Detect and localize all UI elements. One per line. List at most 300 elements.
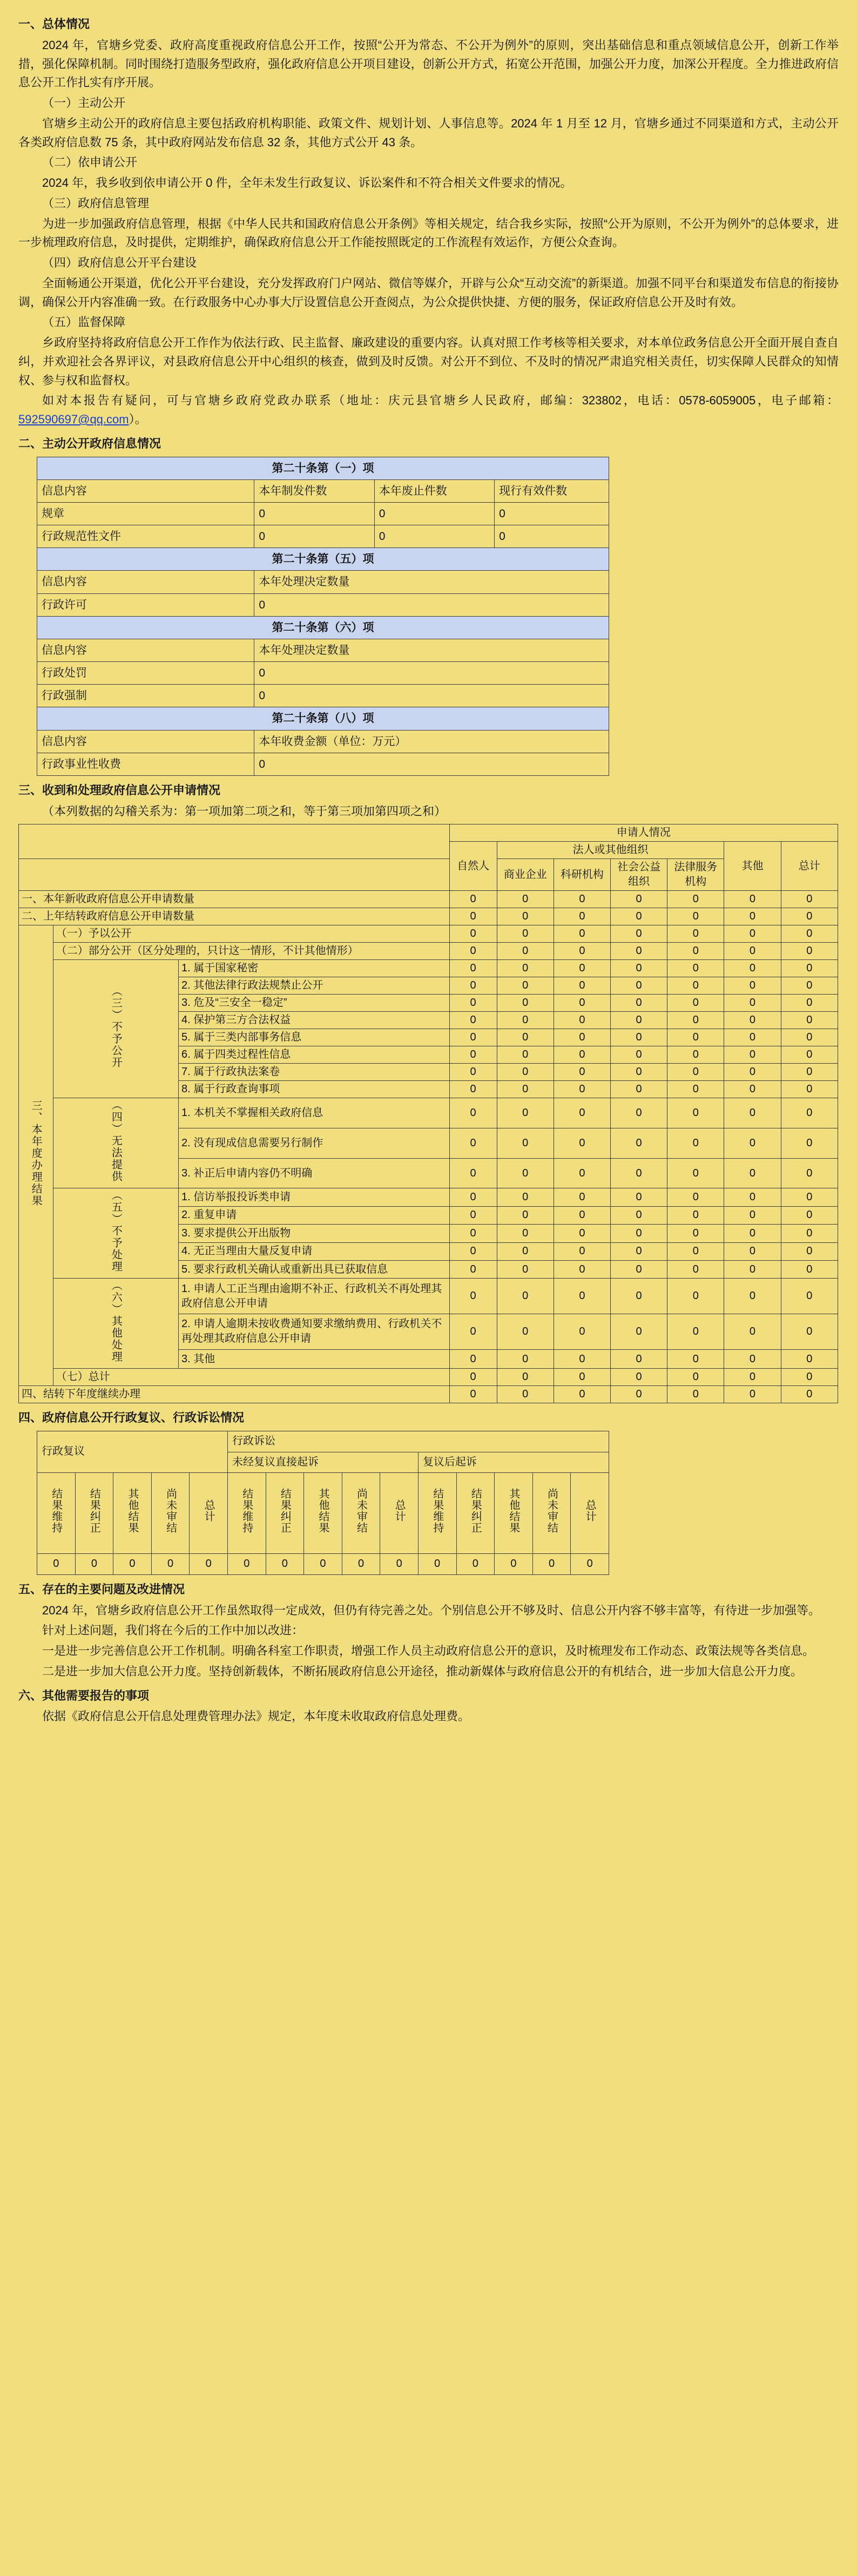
table-row [19,1279,838,1314]
cell-value: 0 [532,1554,571,1575]
row-label: 8. 属于行政查询事项 [179,1081,450,1098]
cell-value: 0 [667,908,724,925]
cell-value: 0 [781,1242,838,1260]
cell-value: 0 [254,662,609,685]
cell-value: 0 [554,891,610,908]
cell-value: 0 [724,1046,781,1064]
cell-value: 0 [449,891,497,908]
subcol-label: 结果维持 [418,1473,456,1554]
row-label: 7. 属于行政执法案卷 [179,1064,450,1081]
cell-value: 0 [449,1081,497,1098]
section-6-title: 六、其他需要报告的事项 [18,1688,150,1702]
cell-value: 0 [611,1029,667,1046]
table-row [19,1369,838,1386]
cell-value: 0 [449,943,497,960]
subcol-label: 结果纠正 [75,1473,113,1554]
row-label: 5. 要求行政机关确认或重新出具已获取信息 [179,1260,450,1278]
section-5-paragraph-1: 2024 年，官塘乡政府信息公开工作虽然取得一定成效，但仍有待完善之处。个别信息公开不够及时、信息公开内容不够丰富等，有待进一步加强等。 [42,1603,821,1617]
cell-value: 0 [75,1554,113,1575]
row-label: 一、本年新收政府信息公开申请数量 [19,891,450,908]
cell-value: 0 [497,1012,554,1029]
table-row [19,824,838,842]
col-research: 科研机构 [554,859,610,891]
cell-value: 0 [724,1349,781,1369]
cell-value: 0 [724,943,781,960]
cell-value: 0 [667,891,724,908]
cell-value: 0 [497,943,554,960]
cell-value: 0 [724,977,781,995]
cell-value: 0 [497,908,554,925]
cell-value: 0 [497,1064,554,1081]
cell-value: 0 [667,977,724,995]
cell-value: 0 [497,1386,554,1403]
cell-value: 0 [781,1349,838,1369]
cell-value: 0 [449,1128,497,1159]
cell-value: 0 [495,1554,533,1575]
cell-value: 0 [724,891,781,908]
cell-value: 0 [554,1012,610,1029]
table-row [37,662,609,685]
cell-value: 0 [151,1554,190,1575]
cell-value: 0 [497,995,554,1012]
cell-value: 0 [554,1206,610,1224]
cell-value: 0 [497,891,554,908]
cell-value: 0 [449,1349,497,1369]
cell-value: 0 [724,1098,781,1128]
cell-value: 0 [554,1046,610,1064]
subcol-label: 尚未审结 [532,1473,571,1554]
section-1-heading-1: （一）主动公开 [42,96,126,110]
cell-value: 0 [667,995,724,1012]
cell-value: 0 [449,1279,497,1314]
row-label: 行政事业性收费 [37,753,254,775]
row-label: 2. 其他法律行政法规禁止公开 [179,977,450,995]
table-row [37,1431,609,1452]
cell-value: 0 [611,1098,667,1128]
cell-value: 0 [667,1225,724,1242]
cell-value: 0 [554,1386,610,1403]
cell-value: 0 [781,1206,838,1224]
cell-value: 0 [724,1158,781,1188]
row-label: 1. 信访举报投诉类申请 [179,1188,450,1206]
cell-value: 0 [554,1314,610,1350]
cell-value: 0 [781,1188,838,1206]
cell-value: 0 [497,1128,554,1159]
col-business: 商业企业 [497,859,554,891]
section-1-paragraph-5: 全面畅通公开渠道，优化公开平台建设，充分发挥政府门户网站、微信等媒介，开辟与公众“互动交流”的新渠道。加强不同平台和渠道发布信息的衔接协调，确保公开内容准确一致。在行政服务中心办事大厅设置信息公开查阅点，为公众提供快捷、方便的服务，保证政府信息公开及时有效。 [18,276,839,309]
admin-litigation-header: 行政诉讼 [227,1431,609,1452]
col-label: 本年处理决定数量 [254,639,609,661]
table-row [37,479,609,502]
section-1-contact-paragraph [18,391,839,429]
cell-value: 0 [554,960,610,977]
cell-value: 0 [781,1098,838,1128]
cell-value: 0 [554,1225,610,1242]
section-3-note: （本列数据的勾稽关系为：第一项加第二项之和，等于第三项加第四项之和） [42,804,447,818]
group-label: （二）部分公开（区分处理的，只计这一情形，不计其他情形） [53,943,449,960]
table-row [37,593,609,616]
requests-table-corner [19,824,450,859]
cell-value: 0 [667,1098,724,1128]
cell-value: 0 [554,1242,610,1260]
cell-value: 0 [449,1188,497,1206]
cell-value: 0 [667,1081,724,1098]
cell-value: 0 [449,977,497,995]
row-label: 行政规范性文件 [37,525,254,548]
cell-value: 0 [667,1260,724,1278]
cell-value: 0 [497,1188,554,1206]
cell-value: 0 [554,1349,610,1369]
col-total: 总计 [781,842,838,891]
cell-value: 0 [781,960,838,977]
cell-value: 0 [611,1225,667,1242]
table-row [19,943,838,960]
cell-value: 0 [254,525,374,548]
cell-value: 0 [724,1386,781,1403]
cell-value: 0 [554,908,610,925]
table-row [37,548,609,571]
section-1-heading-5: （五）监督保障 [42,315,126,329]
group-2-header: 第二十条第（五）项 [37,548,609,571]
cell-value: 0 [667,1279,724,1314]
table-row [37,730,609,753]
cell-value: 0 [449,1098,497,1128]
cell-value: 0 [781,1369,838,1386]
requests-table-spacer [19,859,450,891]
requests-table [18,824,838,1403]
cell-value: 0 [611,1369,667,1386]
group-label: （一）予以公开 [53,925,449,943]
cell-value: 0 [724,1225,781,1242]
section-1-title: 一、总体情况 [18,17,90,31]
cell-value: 0 [781,1158,838,1188]
subcol-label: 其他结果 [113,1473,152,1554]
cell-value: 0 [497,1279,554,1314]
cell-value: 0 [266,1554,304,1575]
contact-text-pre: 如对本报告有疑问，可与官塘乡政府党政办联系（地址：庆元县官塘乡人民政府，邮编：323802，电话：0578-6059005，电子邮箱： [42,394,839,408]
col-label: 信息内容 [37,639,254,661]
cell-value: 0 [781,977,838,995]
cell-value: 0 [554,943,610,960]
table-row [37,1473,609,1554]
cell-value: 0 [667,1349,724,1369]
cell-value: 0 [554,995,610,1012]
cell-value: 0 [380,1554,419,1575]
cell-value: 0 [497,1158,554,1188]
cell-value: 0 [667,1206,724,1224]
cell-value: 0 [449,908,497,925]
cell-value: 0 [37,1554,76,1575]
cell-value: 0 [497,1349,554,1369]
cell-value: 0 [554,1098,610,1128]
section-2-title: 二、主动公开政府信息情况 [18,436,161,450]
subcol-label: 结果纠正 [456,1473,495,1554]
cell-value: 0 [724,1188,781,1206]
group-label: （六）其他处理 [53,1279,178,1369]
cell-value: 0 [724,1128,781,1159]
cell-value: 0 [724,1081,781,1098]
section-3-title: 三、收到和处理政府信息公开申请情况 [18,783,221,797]
group-3-header: 第二十条第（六）项 [37,616,609,639]
cell-value: 0 [781,995,838,1012]
cell-value: 0 [611,1128,667,1159]
cell-value: 0 [113,1554,152,1575]
cell-value: 0 [667,960,724,977]
table-row [37,753,609,775]
cell-value: 0 [781,1386,838,1403]
cell-value: 0 [667,1046,724,1064]
cell-value: 0 [667,943,724,960]
row-label: 2. 申请人逾期未按收费通知要求缴纳费用、行政机关不再处理其政府信息公开申请 [179,1314,450,1350]
section-5-title: 五、存在的主要问题及改进情况 [18,1582,185,1596]
cell-value: 0 [554,1029,610,1046]
direct-litigation-header: 未经复议直接起诉 [227,1452,418,1473]
cell-value: 0 [611,1314,667,1350]
table-row [37,1554,609,1575]
cell-value: 0 [611,960,667,977]
col-label: 本年废止件数 [374,479,494,502]
cell-value: 0 [724,1206,781,1224]
cell-value: 0 [497,960,554,977]
cell-value: 0 [724,995,781,1012]
col-legal-entity-header: 法人或其他组织 [497,842,724,859]
cell-value: 0 [449,1064,497,1081]
subcol-label: 其他结果 [304,1473,342,1554]
section-6-paragraph-1: 依据《政府信息公开信息处理费管理办法》规定，本年度未收取政府信息处理费。 [42,1709,470,1723]
row-label: 4. 保护第三方合法权益 [179,1012,450,1029]
cell-value: 0 [304,1554,342,1575]
cell-value: 0 [724,1064,781,1081]
cell-value: 0 [667,925,724,943]
cell-value: 0 [667,1029,724,1046]
cell-value: 0 [497,1081,554,1098]
cell-value: 0 [554,1260,610,1278]
cell-value: 0 [449,960,497,977]
cell-value: 0 [497,1029,554,1046]
cell-value: 0 [554,1158,610,1188]
group-label: （四）无法提供 [53,1098,178,1188]
cell-value: 0 [781,943,838,960]
cell-value: 0 [611,1279,667,1314]
subcol-label: 结果维持 [227,1473,266,1554]
col-label: 本年处理决定数量 [254,571,609,593]
cell-value: 0 [781,1260,838,1278]
col-other: 其他 [724,842,781,891]
row-label: 2. 没有现成信息需要另行制作 [179,1128,450,1159]
cell-value: 0 [554,1081,610,1098]
cell-value: 0 [724,1314,781,1350]
col-label: 信息内容 [37,479,254,502]
cell-value: 0 [554,925,610,943]
cell-value: 0 [724,1242,781,1260]
row-label: 1. 属于国家秘密 [179,960,450,977]
cell-value: 0 [449,1046,497,1064]
cell-value: 0 [418,1554,456,1575]
proactive-disclosure-table [37,457,609,776]
table-row [19,960,838,977]
annual-result-label: 三、本年度办理结果 [19,925,53,1386]
cell-value: 0 [611,1064,667,1081]
cell-value: 0 [724,1029,781,1046]
cell-value: 0 [497,1260,554,1278]
cell-value: 0 [667,1064,724,1081]
cell-value: 0 [449,1260,497,1278]
cell-value: 0 [611,977,667,995]
cell-value: 0 [611,1158,667,1188]
table-row [37,616,609,639]
cell-value: 0 [449,1386,497,1403]
cell-value: 0 [342,1554,380,1575]
admin-review-header: 行政复议 [37,1431,228,1473]
cell-value: 0 [554,1369,610,1386]
cell-value: 0 [724,908,781,925]
row-label: 四、结转下年度继续办理 [19,1386,450,1403]
cell-value: 0 [781,1225,838,1242]
table-row [37,457,609,479]
subcol-label: 总计 [571,1473,609,1554]
review-litigation-table [37,1431,609,1575]
cell-value: 0 [781,1046,838,1064]
cell-value: 0 [667,1369,724,1386]
cell-value: 0 [667,1012,724,1029]
cell-value: 0 [781,1064,838,1081]
section-1-paragraph-2: 官塘乡主动公开的政府信息主要包括政府机构职能、政策文件、规划计划、人事信息等。2024 年 1 月至 12 月，官塘乡通过不同渠道和方式，主动公开各类政府信息数 75 条，其中政府网站发布信息 32 条，其他方式公开 43 条。 [18,116,839,149]
cell-value: 0 [781,908,838,925]
col-label: 现行有效件数 [495,479,609,502]
cell-value: 0 [611,1206,667,1224]
row-label: 行政许可 [37,593,254,616]
cell-value: 0 [611,908,667,925]
cell-value: 0 [781,891,838,908]
row-label: 5. 属于三类内部事务信息 [179,1029,450,1046]
cell-value: 0 [611,943,667,960]
group-label: （三）不予公开 [53,960,178,1098]
cell-value: 0 [667,1242,724,1260]
cell-value: 0 [254,502,374,525]
table-row [37,639,609,661]
cell-value: 0 [497,1046,554,1064]
cell-value: 0 [554,1064,610,1081]
cell-value: 0 [495,502,609,525]
cell-value: 0 [611,1386,667,1403]
cell-value: 0 [554,1279,610,1314]
cell-value: 0 [611,1081,667,1098]
applicant-group-header: 申请人情况 [449,824,838,842]
col-public-welfare: 社会公益组织 [611,859,667,891]
cell-value: 0 [611,1260,667,1278]
subcol-label: 总计 [380,1473,419,1554]
subcol-label: 尚未审结 [342,1473,380,1554]
cell-value: 0 [724,1260,781,1278]
row-label: 二、上年结转政府信息公开申请数量 [19,908,450,925]
table-row [19,1098,838,1128]
row-label: 行政强制 [37,685,254,707]
table-row [37,571,609,593]
group-label: （五）不予处理 [53,1188,178,1279]
cell-value: 0 [449,995,497,1012]
section-1-heading-2: （二）依申请公开 [42,155,138,170]
cell-value: 0 [227,1554,266,1575]
cell-value: 0 [449,1225,497,1242]
cell-value: 0 [611,1242,667,1260]
row-label: 1. 申请人工正当理由逾期不补正、行政机关不再处理其政府信息公开申请 [179,1279,450,1314]
cell-value: 0 [374,502,494,525]
table-row [37,685,609,707]
section-1-heading-4: （四）政府信息公开平台建设 [42,256,197,269]
cell-value: 0 [611,925,667,943]
cell-value: 0 [781,925,838,943]
section-1-paragraph-3: 2024 年，我乡收到依申请公开 0 件，全年未发生行政复议、诉讼案件和不符合相关文件要求的情况。 [42,176,572,190]
row-label: 3. 其他 [179,1349,450,1369]
cell-value: 0 [190,1554,228,1575]
contact-text-post: ）。 [129,413,147,426]
cell-value: 0 [497,1206,554,1224]
row-label: 行政处罚 [37,662,254,685]
col-label: 信息内容 [37,730,254,753]
cell-value: 0 [456,1554,495,1575]
section-4-title: 四、政府信息公开行政复议、行政诉讼情况 [18,1411,245,1425]
contact-email-link[interactable]: 592590697@qq.com [18,413,129,426]
cell-value: 0 [254,685,609,707]
row-label: 1. 本机关不掌握相关政府信息 [179,1098,450,1128]
cell-value: 0 [667,1128,724,1159]
cell-value: 0 [449,1012,497,1029]
subcol-label: 结果纠正 [266,1473,304,1554]
row-label: 3. 要求提供公开出版物 [179,1225,450,1242]
cell-value: 0 [449,1206,497,1224]
section-5-paragraph-2: 针对上述问题，我们将在今后的工作中加以改进： [42,1624,304,1638]
cell-value: 0 [611,1188,667,1206]
group-4-header: 第二十条第（八）项 [37,707,609,730]
col-legal-service: 法律服务机构 [667,859,724,891]
section-1-paragraph-1: 2024 年，官塘乡党委、政府高度重视政府信息公开工作，按照“公开为常态、不公开为例外”的原则，突出基础信息和重点领域信息公开，创新工作举措，强化保障机制。同时围绕打造服务型政府，强化政府信息公开项目建设，创新公开方式，拓宽公开范围，加强公开力度，加深公开程度。全力推进政府信息公开工作扎实有序开展。 [18,38,839,90]
table-row [19,891,838,908]
cell-value: 0 [449,1029,497,1046]
cell-value: 0 [554,1188,610,1206]
cell-value: 0 [497,977,554,995]
section-1-paragraph-4: 为进一步加强政府信息管理，根据《中华人民共和国政府信息公开条例》等相关规定，结合我乡实际，按照“公开为原则，不公开为例外”的总体要求，进一步梳理政府信息，及时提供，定期维护，确保政府信息公开工作能按照既定的工作流程有效运作，方便公众查询。 [18,217,839,249]
post-review-litigation-header: 复议后起诉 [418,1452,609,1473]
table-row [19,859,838,891]
cell-value: 0 [374,525,494,548]
cell-value: 0 [781,1029,838,1046]
cell-value: 0 [611,995,667,1012]
cell-value: 0 [554,977,610,995]
section-1-paragraph-6: 乡政府坚持将政府信息公开工作作为依法行政、民主监督、廉政建设的重要内容。认真对照工作考核等相关要求，对本单位政务信息公开全面开展自查自纠，并欢迎社会各界评议，对县政府信息公开中心组织的核查，做到及时反馈。对公开不到位、不及时的情况严肃追究相关责任，切实保障人民群众的知情权、参与权和监督权。 [18,336,839,387]
row-label: 6. 属于四类过程性信息 [179,1046,450,1064]
cell-value: 0 [724,960,781,977]
cell-value: 0 [667,1188,724,1206]
subcol-label: 结果维持 [37,1473,76,1554]
section-5-paragraph-3: 一是进一步完善信息公开工作机制。明确各科室工作职责，增强工作人员主动政府信息公开的意识，及时梳理发布工作动态、政策法规等各类信息。 [42,1644,815,1658]
table-row [37,707,609,730]
group-label: （七）总计 [53,1369,449,1386]
cell-value: 0 [781,1128,838,1159]
table-row [37,502,609,525]
cell-value: 0 [667,1386,724,1403]
table-row [19,1188,838,1206]
row-label: 3. 危及“三安全一稳定” [179,995,450,1012]
row-label: 4. 无正当理由大量反复申请 [179,1242,450,1260]
subcol-label: 其他结果 [495,1473,533,1554]
cell-value: 0 [554,1128,610,1159]
group-1-header: 第二十条第（一）项 [37,457,609,479]
cell-value: 0 [497,1314,554,1350]
table-row [19,925,838,943]
cell-value: 0 [497,1225,554,1242]
cell-value: 0 [724,1369,781,1386]
col-natural-person: 自然人 [449,842,497,891]
